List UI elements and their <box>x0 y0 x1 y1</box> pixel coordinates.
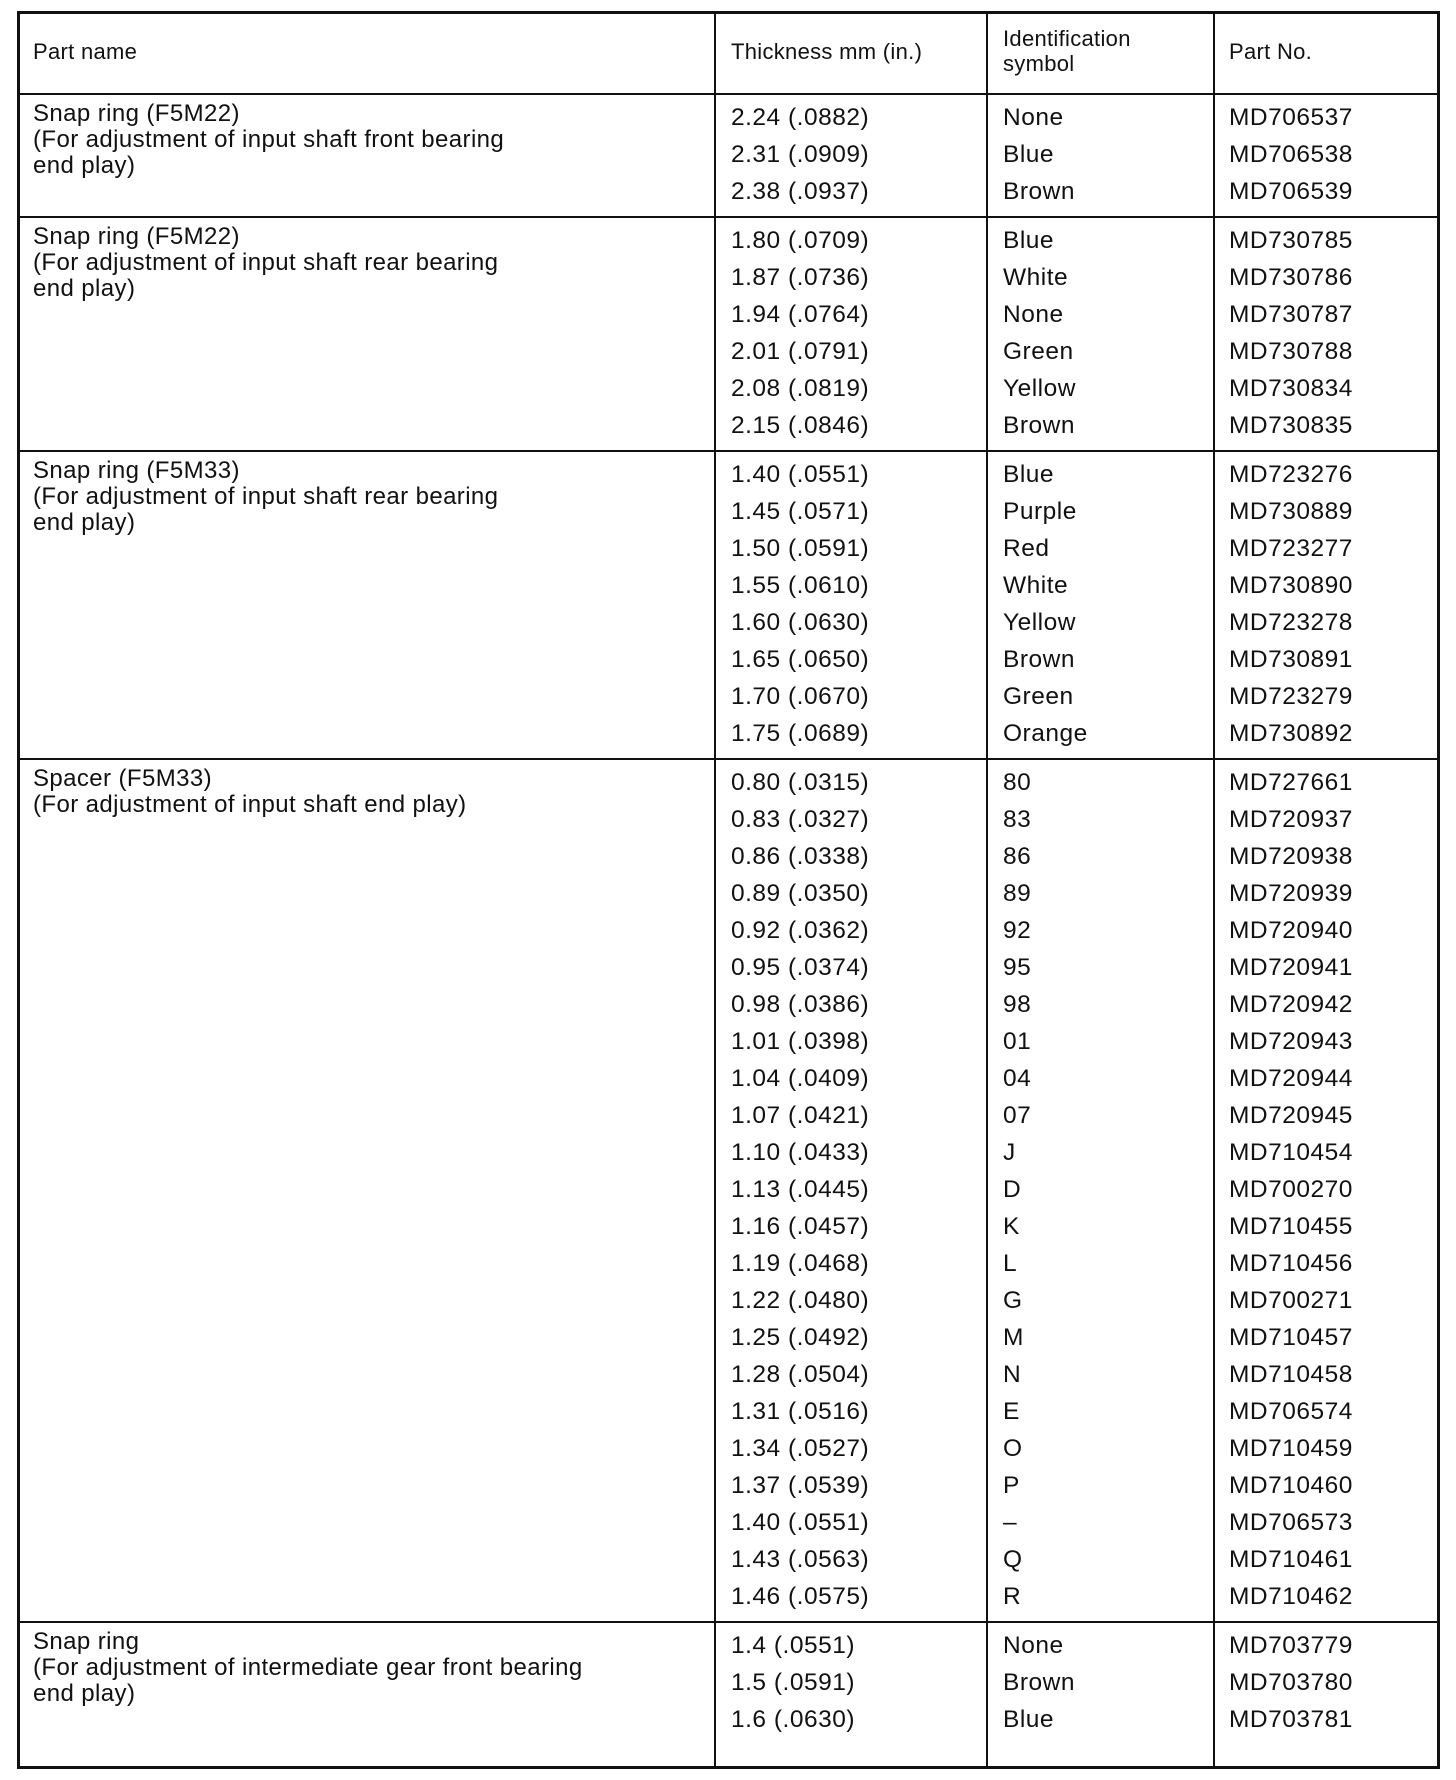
thickness-cell: 2.01 (.0791) <box>731 338 870 365</box>
id-symbol-cell: D <box>1003 1176 1022 1203</box>
part-no-cell: MD710456 <box>1229 1250 1353 1277</box>
id-symbol-cell: None <box>1003 1632 1064 1659</box>
id-symbol-cell: None <box>1003 104 1064 131</box>
id-symbol-cell: J <box>1003 1139 1016 1166</box>
thickness-cell: 1.28 (.0504) <box>731 1361 870 1388</box>
table-row <box>20 222 1437 259</box>
id-symbol-cell: White <box>1003 572 1069 599</box>
thickness-cell: 1.55 (.0610) <box>731 572 870 599</box>
part-no-cell: MD720939 <box>1229 880 1353 907</box>
part-no-cell: MD706538 <box>1229 141 1353 168</box>
part-group <box>20 1623 1437 1744</box>
table-row <box>20 949 1437 986</box>
table-row <box>20 407 1437 444</box>
thickness-cell: 1.40 (.0551) <box>731 1509 870 1536</box>
part-name-line: Snap ring (F5M22) <box>33 223 240 250</box>
table-row <box>20 1319 1437 1356</box>
thickness-cell: 1.37 (.0539) <box>731 1472 870 1499</box>
part-no-cell: MD703781 <box>1229 1706 1353 1733</box>
id-symbol-cell: E <box>1003 1398 1020 1425</box>
id-symbol-cell: Red <box>1003 535 1050 562</box>
thickness-cell: 1.45 (.0571) <box>731 498 870 525</box>
thickness-cell: 0.80 (.0315) <box>731 769 870 796</box>
table-row <box>20 1701 1437 1738</box>
id-symbol-cell: P <box>1003 1472 1020 1499</box>
thickness-cell: 1.19 (.0468) <box>731 1250 870 1277</box>
id-symbol-cell: 80 <box>1003 769 1032 796</box>
id-symbol-cell: – <box>1003 1509 1018 1536</box>
id-symbol-cell: G <box>1003 1287 1023 1314</box>
table-row <box>20 1208 1437 1245</box>
thickness-cell: 1.04 (.0409) <box>731 1065 870 1092</box>
id-symbol-cell: 86 <box>1003 843 1032 870</box>
part-no-cell: MD720944 <box>1229 1065 1353 1092</box>
part-group <box>20 760 1437 1621</box>
table-row <box>20 456 1437 493</box>
part-no-cell: MD730787 <box>1229 301 1353 328</box>
table-row <box>20 912 1437 949</box>
part-no-cell: MD710460 <box>1229 1472 1353 1499</box>
thickness-cell: 2.15 (.0846) <box>731 412 870 439</box>
id-symbol-cell: Blue <box>1003 461 1055 488</box>
part-no-cell: MD720945 <box>1229 1102 1353 1129</box>
table-row <box>20 875 1437 912</box>
part-no-cell: MD727661 <box>1229 769 1353 796</box>
table-row <box>20 370 1437 407</box>
part-name-line: end play) <box>33 152 136 179</box>
thickness-cell: 1.94 (.0764) <box>731 301 870 328</box>
thickness-cell: 0.98 (.0386) <box>731 991 870 1018</box>
part-no-cell: MD720938 <box>1229 843 1353 870</box>
thickness-cell: 2.31 (.0909) <box>731 141 870 168</box>
table-row <box>20 1627 1437 1664</box>
header-identification-symbol <box>1003 26 1131 76</box>
table-row <box>20 1134 1437 1171</box>
part-no-cell: MD730786 <box>1229 264 1353 291</box>
thickness-cell: 1.70 (.0670) <box>731 683 870 710</box>
table-row <box>20 1467 1437 1504</box>
part-no-cell: MD710457 <box>1229 1324 1353 1351</box>
part-no-cell: MD720941 <box>1229 954 1353 981</box>
part-name-line: (For adjustment of input shaft rear bearing <box>33 483 499 510</box>
part-name-line: Spacer (F5M33) <box>33 765 212 792</box>
part-no-cell: MD730788 <box>1229 338 1353 365</box>
thickness-cell: 0.89 (.0350) <box>731 880 870 907</box>
part-no-cell: MD710461 <box>1229 1546 1353 1573</box>
id-symbol-cell: N <box>1003 1361 1022 1388</box>
thickness-cell: 1.25 (.0492) <box>731 1324 870 1351</box>
id-symbol-cell: Brown <box>1003 412 1075 439</box>
part-no-cell: MD730834 <box>1229 375 1353 402</box>
id-symbol-cell: Yellow <box>1003 609 1076 636</box>
part-no-cell: MD730891 <box>1229 646 1353 673</box>
table-row <box>20 678 1437 715</box>
id-symbol-cell: 83 <box>1003 806 1032 833</box>
part-name-line: end play) <box>33 275 136 302</box>
part-no-cell: MD710458 <box>1229 1361 1353 1388</box>
thickness-cell: 1.46 (.0575) <box>731 1583 870 1610</box>
header-part-name: Part name <box>33 39 138 64</box>
thickness-cell: 1.31 (.0516) <box>731 1398 870 1425</box>
thickness-cell: 0.92 (.0362) <box>731 917 870 944</box>
part-no-cell: MD706573 <box>1229 1509 1353 1536</box>
table-row <box>20 641 1437 678</box>
part-no-cell: MD703780 <box>1229 1669 1353 1696</box>
part-group <box>20 218 1437 450</box>
table-row <box>20 801 1437 838</box>
header-id-line1: Identification <box>1003 26 1131 51</box>
thickness-cell: 0.95 (.0374) <box>731 954 870 981</box>
id-symbol-cell: Green <box>1003 683 1074 710</box>
table-row <box>20 1541 1437 1578</box>
table-row <box>20 296 1437 333</box>
thickness-cell: 1.34 (.0527) <box>731 1435 870 1462</box>
id-symbol-cell: O <box>1003 1435 1023 1462</box>
thickness-cell: 2.24 (.0882) <box>731 104 870 131</box>
part-no-cell: MD723277 <box>1229 535 1353 562</box>
id-symbol-cell: Yellow <box>1003 375 1076 402</box>
thickness-cell: 1.60 (.0630) <box>731 609 870 636</box>
thickness-cell: 1.4 (.0551) <box>731 1632 855 1659</box>
thickness-cell: 1.80 (.0709) <box>731 227 870 254</box>
table-row <box>20 99 1437 136</box>
id-symbol-cell: 89 <box>1003 880 1032 907</box>
table-row <box>20 1097 1437 1134</box>
part-name-line: (For adjustment of input shaft front bearing <box>33 126 505 153</box>
part-no-cell: MD720937 <box>1229 806 1353 833</box>
part-no-cell: MD720940 <box>1229 917 1353 944</box>
part-name-line: end play) <box>33 1680 136 1707</box>
part-no-cell: MD706574 <box>1229 1398 1353 1425</box>
part-no-cell: MD700270 <box>1229 1176 1353 1203</box>
table-row <box>20 136 1437 173</box>
part-name-line: end play) <box>33 509 136 536</box>
table-row <box>20 986 1437 1023</box>
id-symbol-cell: L <box>1003 1250 1018 1277</box>
table-row <box>20 1282 1437 1319</box>
id-symbol-cell: Purple <box>1003 498 1077 525</box>
part-no-cell: MD723278 <box>1229 609 1353 636</box>
id-symbol-cell: Brown <box>1003 646 1075 673</box>
id-symbol-cell: 98 <box>1003 991 1032 1018</box>
table-row <box>20 567 1437 604</box>
part-no-cell: MD710455 <box>1229 1213 1353 1240</box>
id-symbol-cell: Blue <box>1003 1706 1055 1733</box>
thickness-cell: 1.10 (.0433) <box>731 1139 870 1166</box>
thickness-cell: 1.22 (.0480) <box>731 1287 870 1314</box>
table-row <box>20 1664 1437 1701</box>
thickness-cell: 1.65 (.0650) <box>731 646 870 673</box>
thickness-cell: 2.38 (.0937) <box>731 178 870 205</box>
thickness-cell: 1.40 (.0551) <box>731 461 870 488</box>
id-symbol-cell: 04 <box>1003 1065 1032 1092</box>
part-group <box>20 452 1437 758</box>
id-symbol-cell: 92 <box>1003 917 1032 944</box>
id-symbol-cell: Green <box>1003 338 1074 365</box>
table-row <box>20 259 1437 296</box>
id-symbol-cell: Blue <box>1003 141 1055 168</box>
part-no-cell: MD700271 <box>1229 1287 1353 1314</box>
id-symbol-cell: 07 <box>1003 1102 1032 1129</box>
table-row <box>20 1504 1437 1541</box>
table-row <box>20 1430 1437 1467</box>
id-symbol-cell: Brown <box>1003 1669 1075 1696</box>
thickness-cell: 1.01 (.0398) <box>731 1028 870 1055</box>
part-name-line: Snap ring (F5M33) <box>33 457 240 484</box>
table-row <box>20 1356 1437 1393</box>
id-symbol-cell: Brown <box>1003 178 1075 205</box>
id-symbol-cell: R <box>1003 1583 1022 1610</box>
id-symbol-cell: 95 <box>1003 954 1032 981</box>
table-row <box>20 333 1437 370</box>
part-no-cell: MD730835 <box>1229 412 1353 439</box>
table-row <box>20 715 1437 752</box>
part-name-line: (For adjustment of input shaft rear bearing <box>33 249 499 276</box>
table-row <box>20 1060 1437 1097</box>
thickness-cell: 1.50 (.0591) <box>731 535 870 562</box>
id-symbol-cell: 01 <box>1003 1028 1032 1055</box>
table-row <box>20 1578 1437 1615</box>
thickness-cell: 0.83 (.0327) <box>731 806 870 833</box>
part-no-cell: MD706539 <box>1229 178 1353 205</box>
part-no-cell: MD730890 <box>1229 572 1353 599</box>
part-name-line: (For adjustment of intermediate gear front bearing <box>33 1654 583 1681</box>
thickness-cell: 1.07 (.0421) <box>731 1102 870 1129</box>
parts-table <box>17 11 1440 1769</box>
table-row <box>20 1393 1437 1430</box>
part-name-line: Snap ring (F5M22) <box>33 100 240 127</box>
thickness-cell: 1.6 (.0630) <box>731 1706 855 1733</box>
table-row <box>20 838 1437 875</box>
part-no-cell: MD706537 <box>1229 104 1353 131</box>
part-name-line: (For adjustment of input shaft end play) <box>33 791 467 818</box>
part-no-cell: MD723279 <box>1229 683 1353 710</box>
part-group <box>20 95 1437 216</box>
thickness-cell: 2.08 (.0819) <box>731 375 870 402</box>
part-no-cell: MD730892 <box>1229 720 1353 747</box>
part-no-cell: MD730785 <box>1229 227 1353 254</box>
table-row <box>20 173 1437 210</box>
header-thickness: Thickness mm (in.) <box>731 39 923 64</box>
thickness-cell: 1.87 (.0736) <box>731 264 870 291</box>
table-row <box>20 1171 1437 1208</box>
thickness-cell: 1.5 (.0591) <box>731 1669 855 1696</box>
thickness-cell: 1.75 (.0689) <box>731 720 870 747</box>
header-id-line2: symbol <box>1003 51 1075 76</box>
thickness-cell: 1.43 (.0563) <box>731 1546 870 1573</box>
thickness-cell: 1.16 (.0457) <box>731 1213 870 1240</box>
table-row <box>20 604 1437 641</box>
part-no-cell: MD730889 <box>1229 498 1353 525</box>
id-symbol-cell: Q <box>1003 1546 1023 1573</box>
table-row <box>20 1023 1437 1060</box>
table-row <box>20 1245 1437 1282</box>
table-row <box>20 764 1437 801</box>
id-symbol-cell: K <box>1003 1213 1020 1240</box>
part-no-cell: MD710454 <box>1229 1139 1353 1166</box>
thickness-cell: 0.86 (.0338) <box>731 843 870 870</box>
part-no-cell: MD723276 <box>1229 461 1353 488</box>
id-symbol-cell: Blue <box>1003 227 1055 254</box>
id-symbol-cell: None <box>1003 301 1064 328</box>
id-symbol-cell: Orange <box>1003 720 1088 747</box>
part-no-cell: MD720942 <box>1229 991 1353 1018</box>
table-row <box>20 493 1437 530</box>
part-no-cell: MD710462 <box>1229 1583 1353 1610</box>
part-no-cell: MD703779 <box>1229 1632 1353 1659</box>
id-symbol-cell: White <box>1003 264 1069 291</box>
id-symbol-cell: M <box>1003 1324 1024 1351</box>
part-no-cell: MD710459 <box>1229 1435 1353 1462</box>
part-name-line: Snap ring <box>33 1628 140 1655</box>
table-row <box>20 530 1437 567</box>
part-no-cell: MD720943 <box>1229 1028 1353 1055</box>
header-part-no: Part No. <box>1229 39 1313 64</box>
thickness-cell: 1.13 (.0445) <box>731 1176 870 1203</box>
